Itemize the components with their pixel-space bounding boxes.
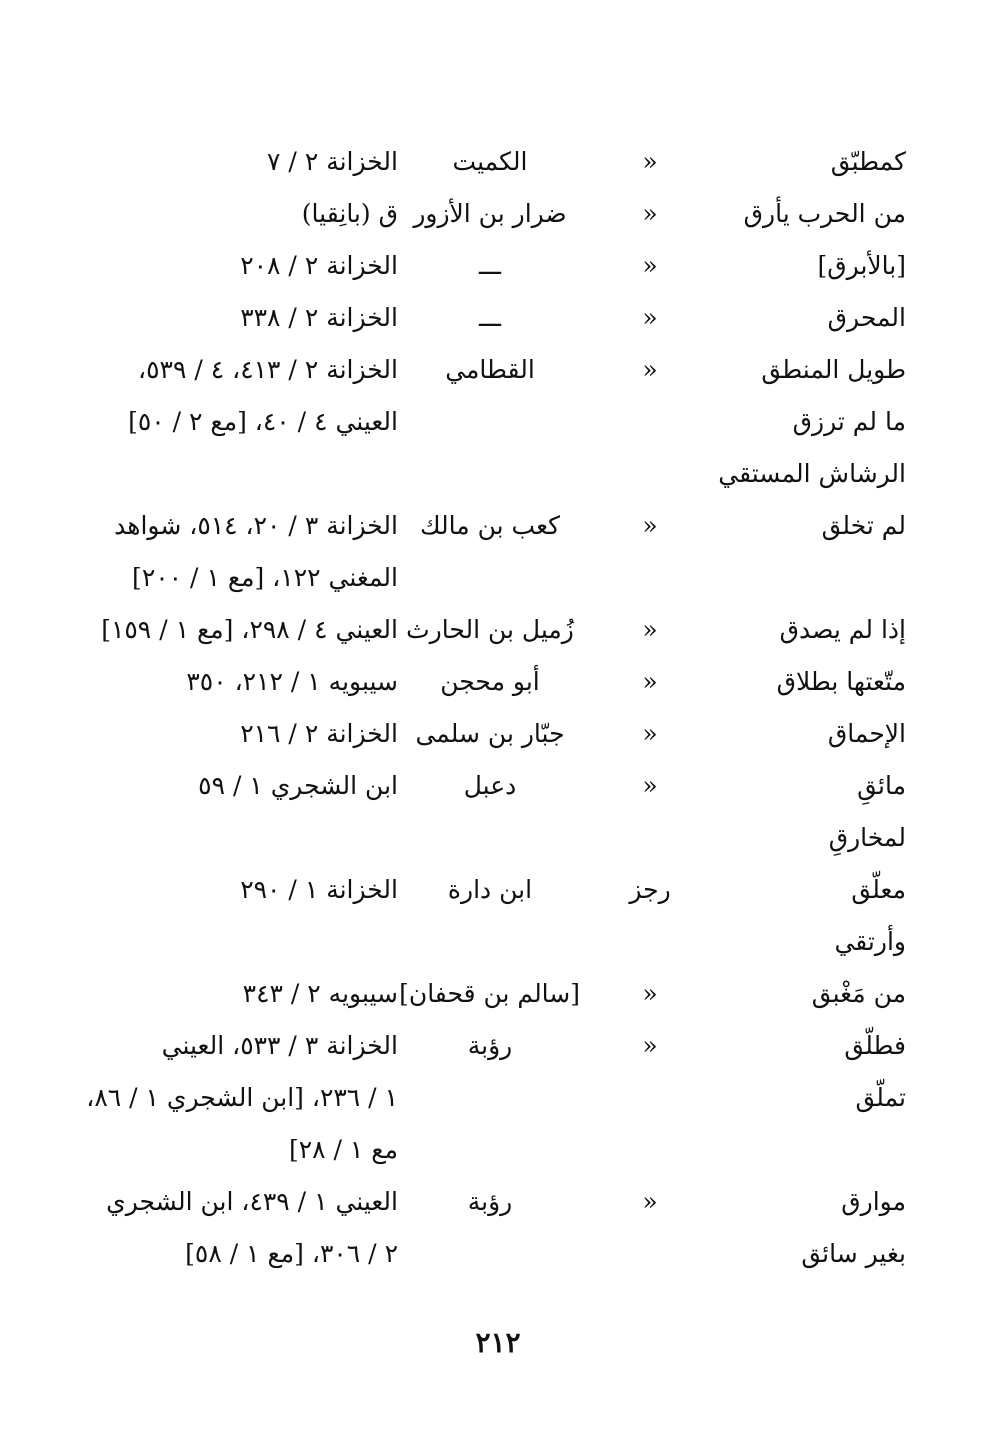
meter-cell: رجز <box>629 875 671 904</box>
rhyme-cell: إذا لم يصدق <box>779 615 906 644</box>
source-cell: الخزانة ١ / ٢٩٠ <box>240 875 398 904</box>
index-row <box>70 1176 910 1228</box>
source-cell: سيبويه ٢ / ٣٤٣ <box>242 979 398 1008</box>
source-cell: العيني ١ / ٤٣٩، ابن الشجري <box>106 1187 398 1216</box>
index-row <box>70 968 910 1020</box>
index-row <box>70 448 910 500</box>
poet-cell: أبو محجن <box>440 667 540 696</box>
poet-cell: رؤبة <box>467 1031 513 1060</box>
index-row <box>70 240 910 292</box>
index-row <box>70 760 910 812</box>
meter-cell: « <box>642 615 658 644</box>
meter-cell: « <box>642 511 658 540</box>
index-row <box>70 708 910 760</box>
source-cell: الخزانة ٢ / ٤١٣، ٤ / ٥٣٩، <box>138 355 398 384</box>
source-cell: العيني ٤ / ٢٩٨، [مع ١ / ١٥٩] <box>101 615 398 644</box>
source-cell: الخزانة ٢ / ٢١٦ <box>240 719 398 748</box>
source-cell: المغني ١٢٢، [مع ١ / ٢٠٠] <box>132 563 398 592</box>
index-row <box>70 1228 910 1280</box>
index-row <box>70 552 910 604</box>
poet-cell: [سالم بن قحفان] <box>399 979 580 1008</box>
poet-cell: القطامي <box>445 355 535 384</box>
rhyme-cell: وأرتقي <box>834 927 906 956</box>
poet-cell: ضرار بن الأزور <box>413 199 567 228</box>
rhyme-cell: لم تخلق <box>821 511 906 540</box>
index-row <box>70 812 910 864</box>
rhyme-cell: فطلّق <box>844 1031 906 1060</box>
rhyme-cell: طويل المنطق <box>761 355 906 384</box>
meter-cell: « <box>642 1187 658 1216</box>
meter-cell: « <box>642 199 658 228</box>
poet-cell: ـــ <box>479 251 501 280</box>
meter-cell: « <box>642 771 658 800</box>
source-cell: الخزانة ٢ / ٣٣٨ <box>240 303 398 332</box>
poet-cell: ـــ <box>479 303 501 332</box>
source-cell: ق (بانِقيا) <box>301 199 398 228</box>
source-cell: الخزانة ٢ / ٧ <box>267 147 398 176</box>
source-cell: مع ١ / ٢٨] <box>288 1135 398 1164</box>
index-row <box>70 292 910 344</box>
poet-cell: زُميل بن الحارث <box>406 615 574 644</box>
poet-cell: كعب بن مالك <box>419 511 561 540</box>
rhyme-cell: لمخارقِ <box>828 823 906 852</box>
source-cell: الخزانة ٣ / ٥٣٣، العيني <box>161 1031 398 1060</box>
index-row <box>70 500 910 552</box>
rhyme-cell: الرشاش المستقي <box>718 459 906 488</box>
rhyme-cell: بغير سائق <box>801 1239 906 1268</box>
index-row <box>70 396 910 448</box>
meter-cell: « <box>642 1031 658 1060</box>
poetry-index-table <box>70 136 910 1280</box>
meter-cell: « <box>642 979 658 1008</box>
source-cell: العيني ٤ / ٤٠، [مع ٢ / ٥٠] <box>128 407 398 436</box>
source-cell: ابن الشجري ١ / ٥٩ <box>198 771 398 800</box>
rhyme-cell: المحرق <box>827 303 906 332</box>
meter-cell: « <box>642 355 658 384</box>
meter-cell: « <box>642 303 658 332</box>
index-row <box>70 1020 910 1072</box>
index-row <box>70 1124 910 1176</box>
rhyme-cell: [بالأبرق] <box>817 251 906 280</box>
index-row <box>70 604 910 656</box>
page-number: ٢١٢ <box>475 1326 521 1359</box>
source-cell: ١ / ٢٣٦، [ابن الشجري ١ / ٨٦، <box>86 1083 398 1112</box>
index-row <box>70 656 910 708</box>
rhyme-cell: متّعتها بطلاق <box>776 667 906 696</box>
rhyme-cell: الإحماق <box>827 719 906 748</box>
rhyme-cell: كمطبّق <box>830 147 906 176</box>
poet-cell: ابن دارة <box>447 875 533 904</box>
rhyme-cell: معلّق <box>851 875 906 904</box>
poet-cell: رؤبة <box>467 1187 513 1216</box>
rhyme-cell: من الحرب يأرق <box>743 199 906 228</box>
meter-cell: « <box>642 667 658 696</box>
index-row <box>70 136 910 188</box>
rhyme-cell: مائقِ <box>857 771 906 800</box>
index-row <box>70 188 910 240</box>
rhyme-cell: من مَغْبق <box>811 979 906 1008</box>
poet-cell: جبّار بن سلمى <box>415 719 565 748</box>
index-row <box>70 916 910 968</box>
index-row <box>70 344 910 396</box>
meter-cell: « <box>642 147 658 176</box>
source-cell: الخزانة ٢ / ٢٠٨ <box>240 251 398 280</box>
index-row <box>70 864 910 916</box>
rhyme-cell: ما لم ترزق <box>792 407 906 436</box>
source-cell: سيبويه ١ / ٢١٢، ٣٥٠ <box>186 667 398 696</box>
meter-cell: « <box>642 251 658 280</box>
poet-cell: دعبل <box>463 771 517 800</box>
index-row <box>70 1072 910 1124</box>
source-cell: ٢ / ٣٠٦، [مع ١ / ٥٨] <box>185 1239 398 1268</box>
rhyme-cell: موارق <box>841 1187 906 1216</box>
meter-cell: « <box>642 719 658 748</box>
rhyme-cell: تملّق <box>855 1083 906 1112</box>
poet-cell: الكميت <box>452 147 528 176</box>
source-cell: الخزانة ٣ / ٢٠، ٥١٤، شواهد <box>114 511 398 540</box>
